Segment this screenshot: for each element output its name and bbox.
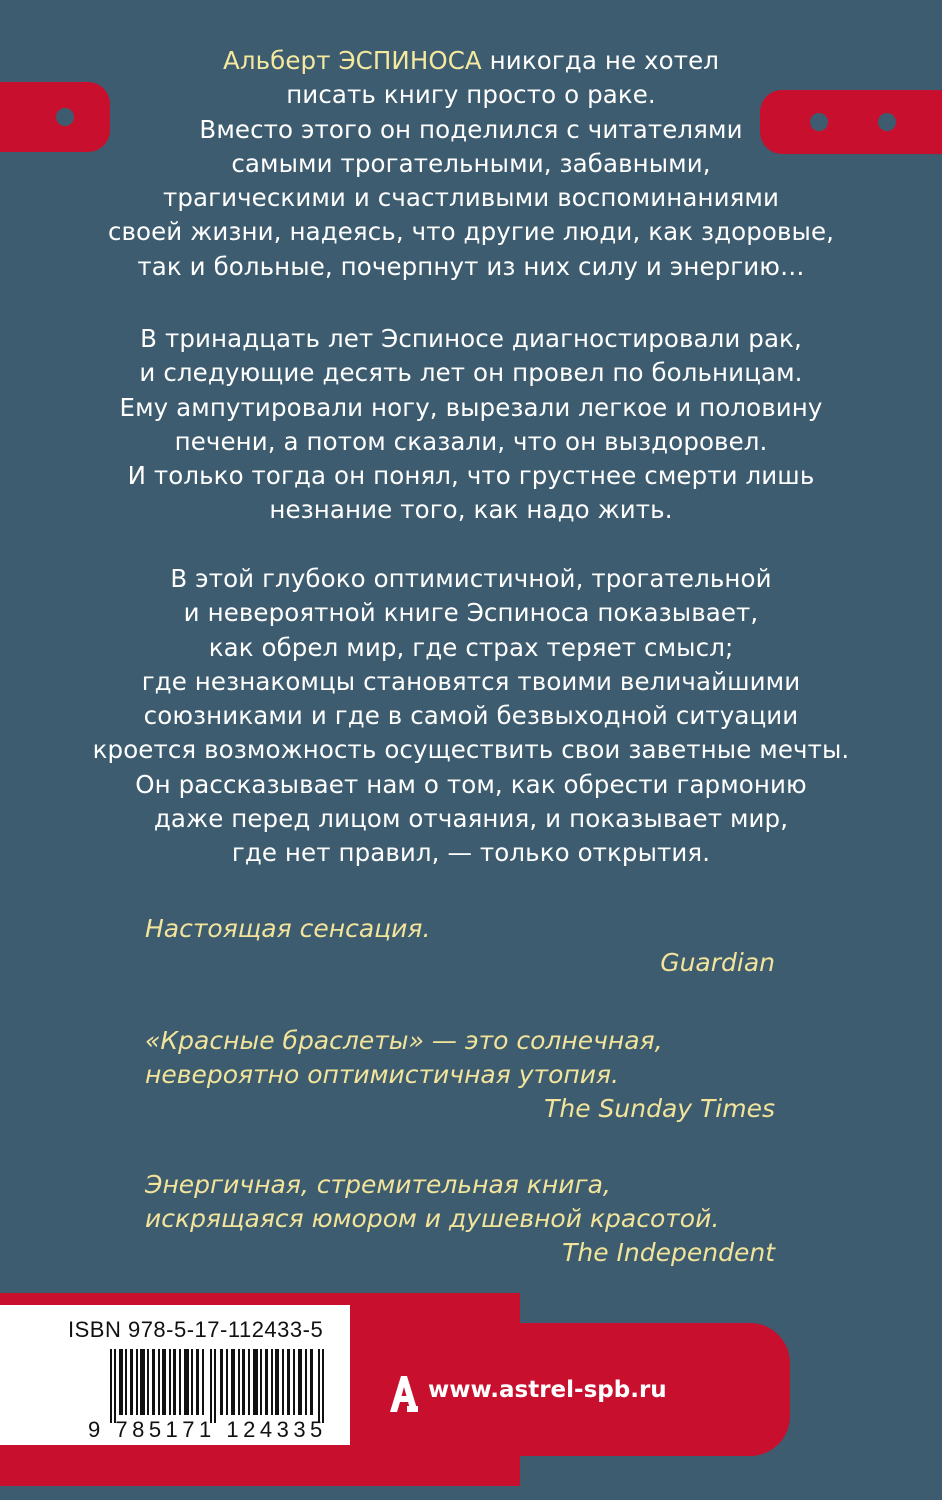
publisher-url[interactable]: www.astrel-spb.ru [428,1377,667,1403]
blurb-line: и следующие десять лет он провел по больницам. [139,358,803,388]
blurb-line: В тринадцать лет Эспиносе диагностировали рак, [140,324,802,353]
blurb-line: трагическими и счастливыми воспоминаниями [162,183,780,213]
blurb-line: кроется возможность осуществить свои заветные мечты. [92,735,850,765]
blurb-line: где незнакомцы становятся твоими величайшими [141,666,801,696]
blurb-line: В этой глубоко оптимистичной, трогательной [170,564,772,593]
blurb-paragraph-1 [60,44,882,284]
quote-text: «Красные браслеты» — это солнечная, [145,1026,663,1055]
quote-text: Энергичная, стремительная книга, [145,1170,611,1199]
blurb-line: так и больные, почерпнут из них силу и энергию… [137,251,805,281]
quote-source: The Sunday Times [544,1094,775,1123]
blurb-line: И только тогда он понял, что грустнее смерти лишь [127,461,815,491]
barcode-label [0,1305,350,1445]
press-quote-independent [145,1168,775,1270]
blurb-line: незнание того, как надо жить. [269,495,673,525]
blurb-paragraph-3 [60,562,882,871]
quote-source: Guardian [660,948,775,977]
quote-source: The Independent [562,1238,775,1267]
barcode-digits: 9 785171 124335 [88,1417,327,1442]
blurb-text: никогда не хотел [481,46,719,75]
press-quote-guardian [145,912,775,980]
blurb-line: печени, а потом сказали, что он выздоровел. [174,426,768,456]
blurb-line: Он рассказывает нам о том, как обрести гармонию [135,769,807,799]
blurb-line [60,44,882,78]
blurb-line: и невероятной книге Эспиноса показывает, [183,598,759,628]
blurb-line: где нет правил, — только открытия. [231,838,711,868]
blurb-line: самыми трогательными, забавными, [231,148,711,178]
blurb-line: писать книгу просто о раке. [286,80,656,110]
publisher-logo-icon [388,1376,420,1412]
quote-text: искрящаяся юмором и душевной красотой. [145,1204,720,1233]
blurb-paragraph-2 [60,322,882,528]
quote-text: Настоящая сенсация. [145,914,431,943]
blurb-line: как обрел мир, где страх теряет смысл; [208,632,734,662]
blurb-line: союзниками и где в самой безвыходной ситуации [143,701,799,731]
blurb-line: Ему ампутировали ногу, вырезали легкое и половину [119,392,823,422]
author-name: Альберт ЭСПИНОСА [223,46,482,75]
blurb-line: даже перед лицом отчаяния, и показывает мир, [153,804,789,834]
quote-text: невероятно оптимистичная утопия. [145,1060,619,1089]
blurb-line: своей жизни, надеясь, что другие люди, как здоровые, [107,217,835,247]
barcode-icon [110,1349,325,1415]
blurb-line: Вместо этого он поделился с читателями [199,114,743,144]
isbn-number: ISBN 978-5-17-112433-5 [68,1317,324,1342]
press-quote-sunday-times [145,1024,775,1126]
